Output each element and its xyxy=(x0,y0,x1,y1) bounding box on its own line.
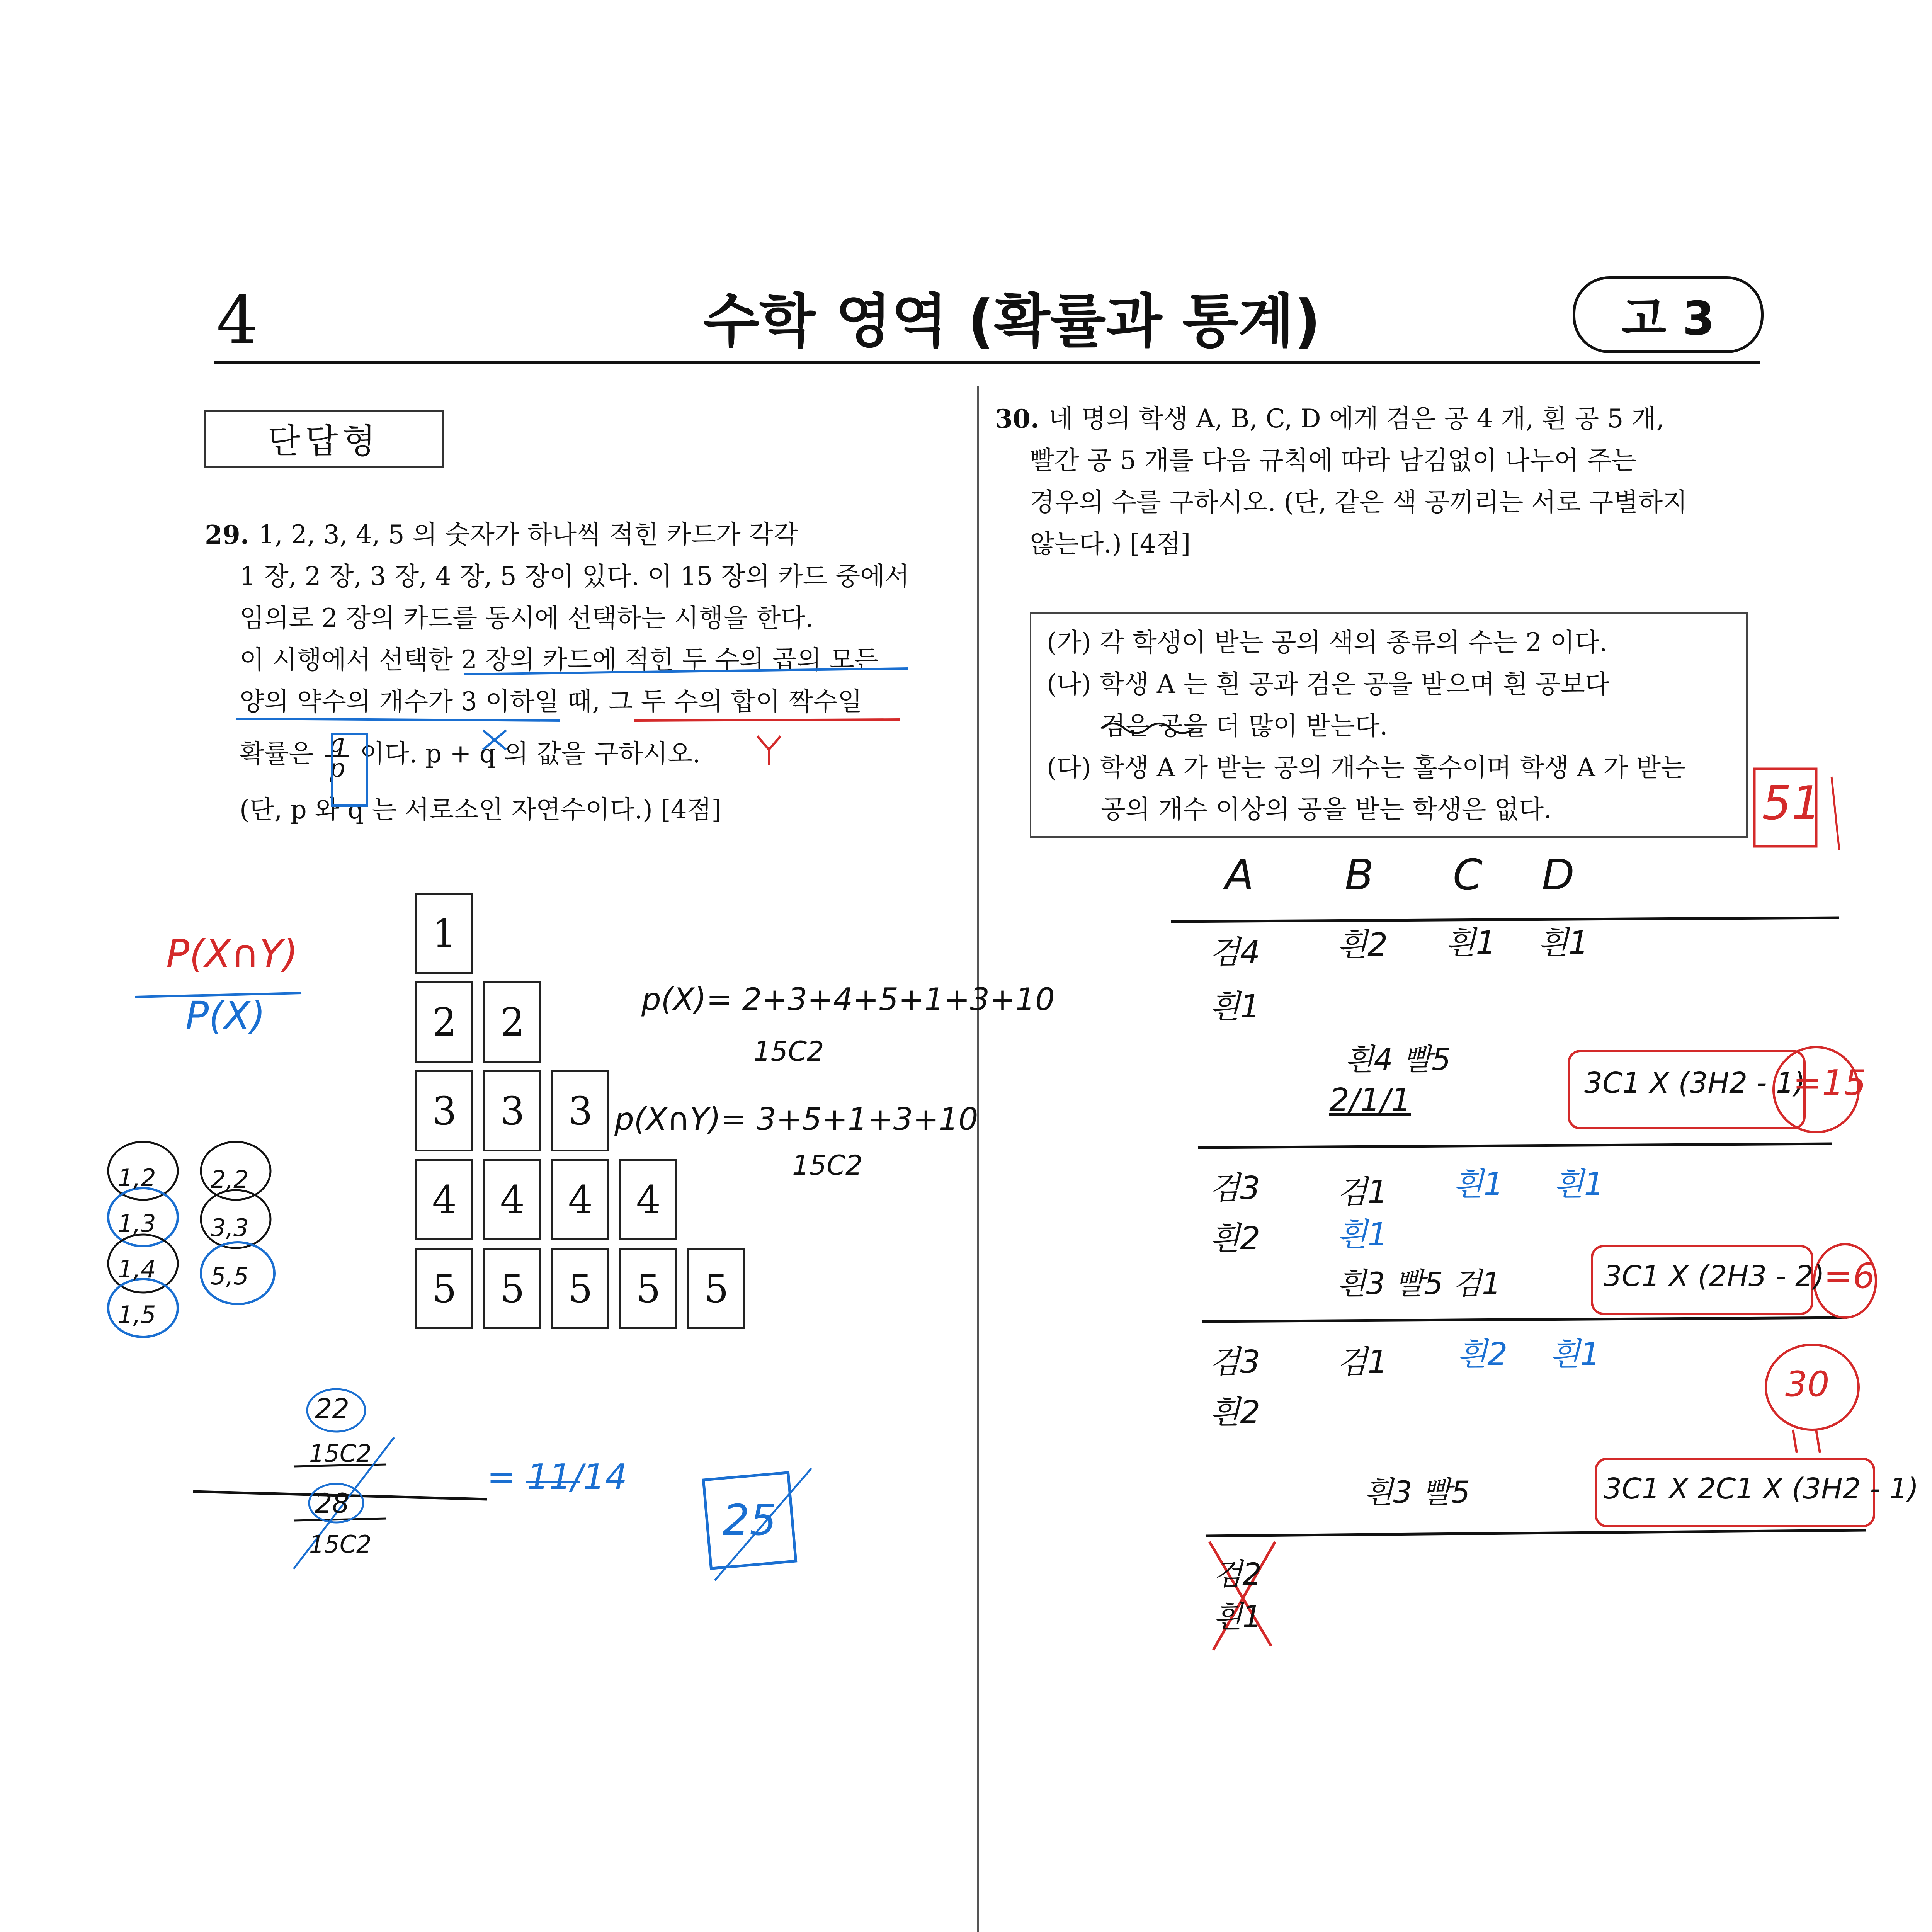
cond-prob-numerator: P(X∩Y) xyxy=(166,931,298,976)
case1-a: 검4 xyxy=(1209,934,1260,971)
number-card: 2 xyxy=(415,981,473,1063)
number-card: 5 xyxy=(687,1248,745,1329)
case1-c: 흰1 xyxy=(1445,925,1496,961)
case2-b2: 흰1 xyxy=(1337,1216,1388,1253)
fraction-box xyxy=(332,734,367,806)
case3-formula: 3C1 X 2C1 X (3H2 - 1) xyxy=(1604,1472,1919,1505)
red-underline xyxy=(634,719,900,721)
case2-rest: 흰3 빨5 검1 xyxy=(1337,1267,1501,1301)
case3-b: 검1 xyxy=(1337,1344,1388,1381)
frac-a-den: 15C2 xyxy=(309,1439,372,1468)
section-label: 단답형 xyxy=(204,410,444,468)
case1-split: 2/1/1 xyxy=(1329,1082,1411,1119)
pair: 3,3 xyxy=(211,1214,249,1242)
case1-rest: 흰4 빨5 xyxy=(1345,1043,1451,1077)
number-card: 4 xyxy=(415,1159,473,1240)
pair: 1,2 xyxy=(118,1164,156,1192)
crossed-out-case: 검2 흰1 xyxy=(1213,1557,1262,1634)
condition-line: (다) 학생 A 가 받는 공의 개수는 홀수이며 학생 A 가 받는 xyxy=(1047,753,1685,782)
question-line: 1, 2, 3, 4, 5 의 숫자가 하나씩 적힌 카드가 각각 xyxy=(258,520,798,549)
number-card: 3 xyxy=(551,1070,609,1151)
case1-formula: 3C1 X (3H2 - 1) xyxy=(1584,1066,1805,1100)
condition-line: (나) 학생 A 는 흰 공과 검은 공을 받으며 흰 공보다 xyxy=(1047,669,1610,699)
number-card: 4 xyxy=(551,1159,609,1240)
col-c: C xyxy=(1453,850,1483,900)
number-card: 5 xyxy=(551,1248,609,1329)
blue-underline xyxy=(236,719,560,721)
case1-b: 흰2 xyxy=(1337,927,1388,963)
px-formula: p(X)= 2+3+4+5+1+3+10 xyxy=(641,981,1055,1017)
pairs-right xyxy=(211,1155,249,1300)
case3-a: 검3 xyxy=(1209,1344,1260,1381)
equals-result: = 11/14 xyxy=(487,1457,628,1497)
y-mark xyxy=(757,736,781,765)
number-card: 1 xyxy=(415,893,473,974)
frac-b: 28 xyxy=(315,1488,350,1519)
pair: 2,2 xyxy=(211,1165,249,1194)
number-card: 4 xyxy=(619,1159,677,1240)
question-line: 빨간 공 5 개를 다음 규칙에 따라 남김없이 나누어 주는 xyxy=(1030,446,1636,475)
grade-badge: 고 3 xyxy=(1573,276,1764,353)
case2-a2: 흰2 xyxy=(1209,1220,1260,1257)
px-denominator: 15C2 xyxy=(753,1036,824,1067)
col-a: A xyxy=(1225,850,1254,900)
pairs-left xyxy=(118,1155,156,1338)
answer-29: 25 xyxy=(723,1495,777,1545)
answer-30: 51 xyxy=(1762,777,1821,830)
blue-underline xyxy=(464,668,908,674)
number-card: 5 xyxy=(483,1248,541,1329)
conditions-box xyxy=(1030,612,1748,838)
col-b: B xyxy=(1345,850,1374,900)
prob-prefix: 확률은 xyxy=(240,739,314,769)
question-line: 이 시행에서 선택한 2 장의 카드에 적힌 두 수의 곱의 모든 xyxy=(240,645,879,675)
page-number: 4 xyxy=(216,282,259,359)
pxy-denominator: 15C2 xyxy=(792,1150,863,1181)
number-card: 3 xyxy=(483,1070,541,1151)
case2-result: =6 xyxy=(1824,1256,1875,1296)
case2-b: 검1 xyxy=(1337,1174,1388,1211)
page-title: 수학 영역 (확률과 통계) xyxy=(703,288,1321,355)
case2-formula: 3C1 X (2H3 - 2) xyxy=(1604,1260,1825,1293)
question-note: (단, p 와 q 는 서로소인 자연수이다.) [4점] xyxy=(240,795,722,825)
condition-line: 공의 개수 이상의 공을 받는 학생은 없다. xyxy=(1101,794,1552,824)
question-30 xyxy=(995,398,1687,565)
number-card: 4 xyxy=(483,1159,541,1240)
pxy-formula: p(X∩Y)= 3+5+1+3+10 xyxy=(614,1101,978,1137)
cond-prob-denominator: P(X) xyxy=(185,993,265,1038)
number-card: 2 xyxy=(483,981,541,1063)
question-line: 임의로 2 장의 카드를 동시에 선택하는 시행을 한다. xyxy=(240,603,813,633)
case2-a: 검3 xyxy=(1209,1170,1260,1207)
question-line: 양의 약수의 개수가 3 이하일 때, 그 두 수의 합이 짝수일 xyxy=(240,687,862,716)
case1-d: 흰1 xyxy=(1538,925,1589,961)
x-mark xyxy=(483,730,506,750)
question-line: 네 명의 학생 A, B, C, D 에게 검은 공 4 개, 흰 공 5 개, xyxy=(1048,404,1665,434)
case3-result: 30 xyxy=(1785,1364,1830,1405)
question-line: 경우의 수를 구하시오. (단, 같은 색 공끼리는 서로 구별하지 xyxy=(1030,487,1687,517)
pair: 1,3 xyxy=(118,1209,156,1238)
question-number: 30. xyxy=(995,404,1039,434)
case2-d: 흰1 xyxy=(1553,1166,1604,1203)
case3-rest: 흰3 빨5 xyxy=(1364,1475,1470,1510)
case3-d: 흰1 xyxy=(1549,1336,1600,1373)
question-line: 않는다.) [4점] xyxy=(1030,529,1191,559)
fraction-denominator: p xyxy=(328,753,345,783)
pair: 1,5 xyxy=(118,1301,156,1329)
condition-line: (가) 각 학생이 받는 공의 색의 종류의 수는 2 이다. xyxy=(1047,628,1607,657)
case3-a2: 흰2 xyxy=(1209,1394,1260,1431)
pair: 5,5 xyxy=(211,1262,249,1290)
case3-c: 흰2 xyxy=(1457,1336,1508,1373)
number-card: 5 xyxy=(415,1248,473,1329)
fraction-numerator: q xyxy=(325,732,349,757)
pair: 1,4 xyxy=(118,1255,156,1283)
col-d: D xyxy=(1542,850,1575,900)
case1-result: =15 xyxy=(1793,1063,1866,1103)
frac-a: 22 xyxy=(315,1393,350,1425)
condition-line: 검은 공을 더 많이 받는다. xyxy=(1101,711,1388,741)
prob-suffix: 이다. p + q 의 값을 구하시오. xyxy=(360,739,701,769)
question-number: 29. xyxy=(205,520,249,550)
case1-a2: 흰1 xyxy=(1209,988,1260,1025)
number-card: 5 xyxy=(619,1248,677,1329)
number-card: 3 xyxy=(415,1070,473,1151)
frac-b-den: 15C2 xyxy=(309,1530,372,1558)
question-line: 1 장, 2 장, 3 장, 4 장, 5 장이 있다. 이 15 장의 카드 중에서 xyxy=(240,561,910,591)
case2-c: 흰1 xyxy=(1453,1166,1504,1203)
